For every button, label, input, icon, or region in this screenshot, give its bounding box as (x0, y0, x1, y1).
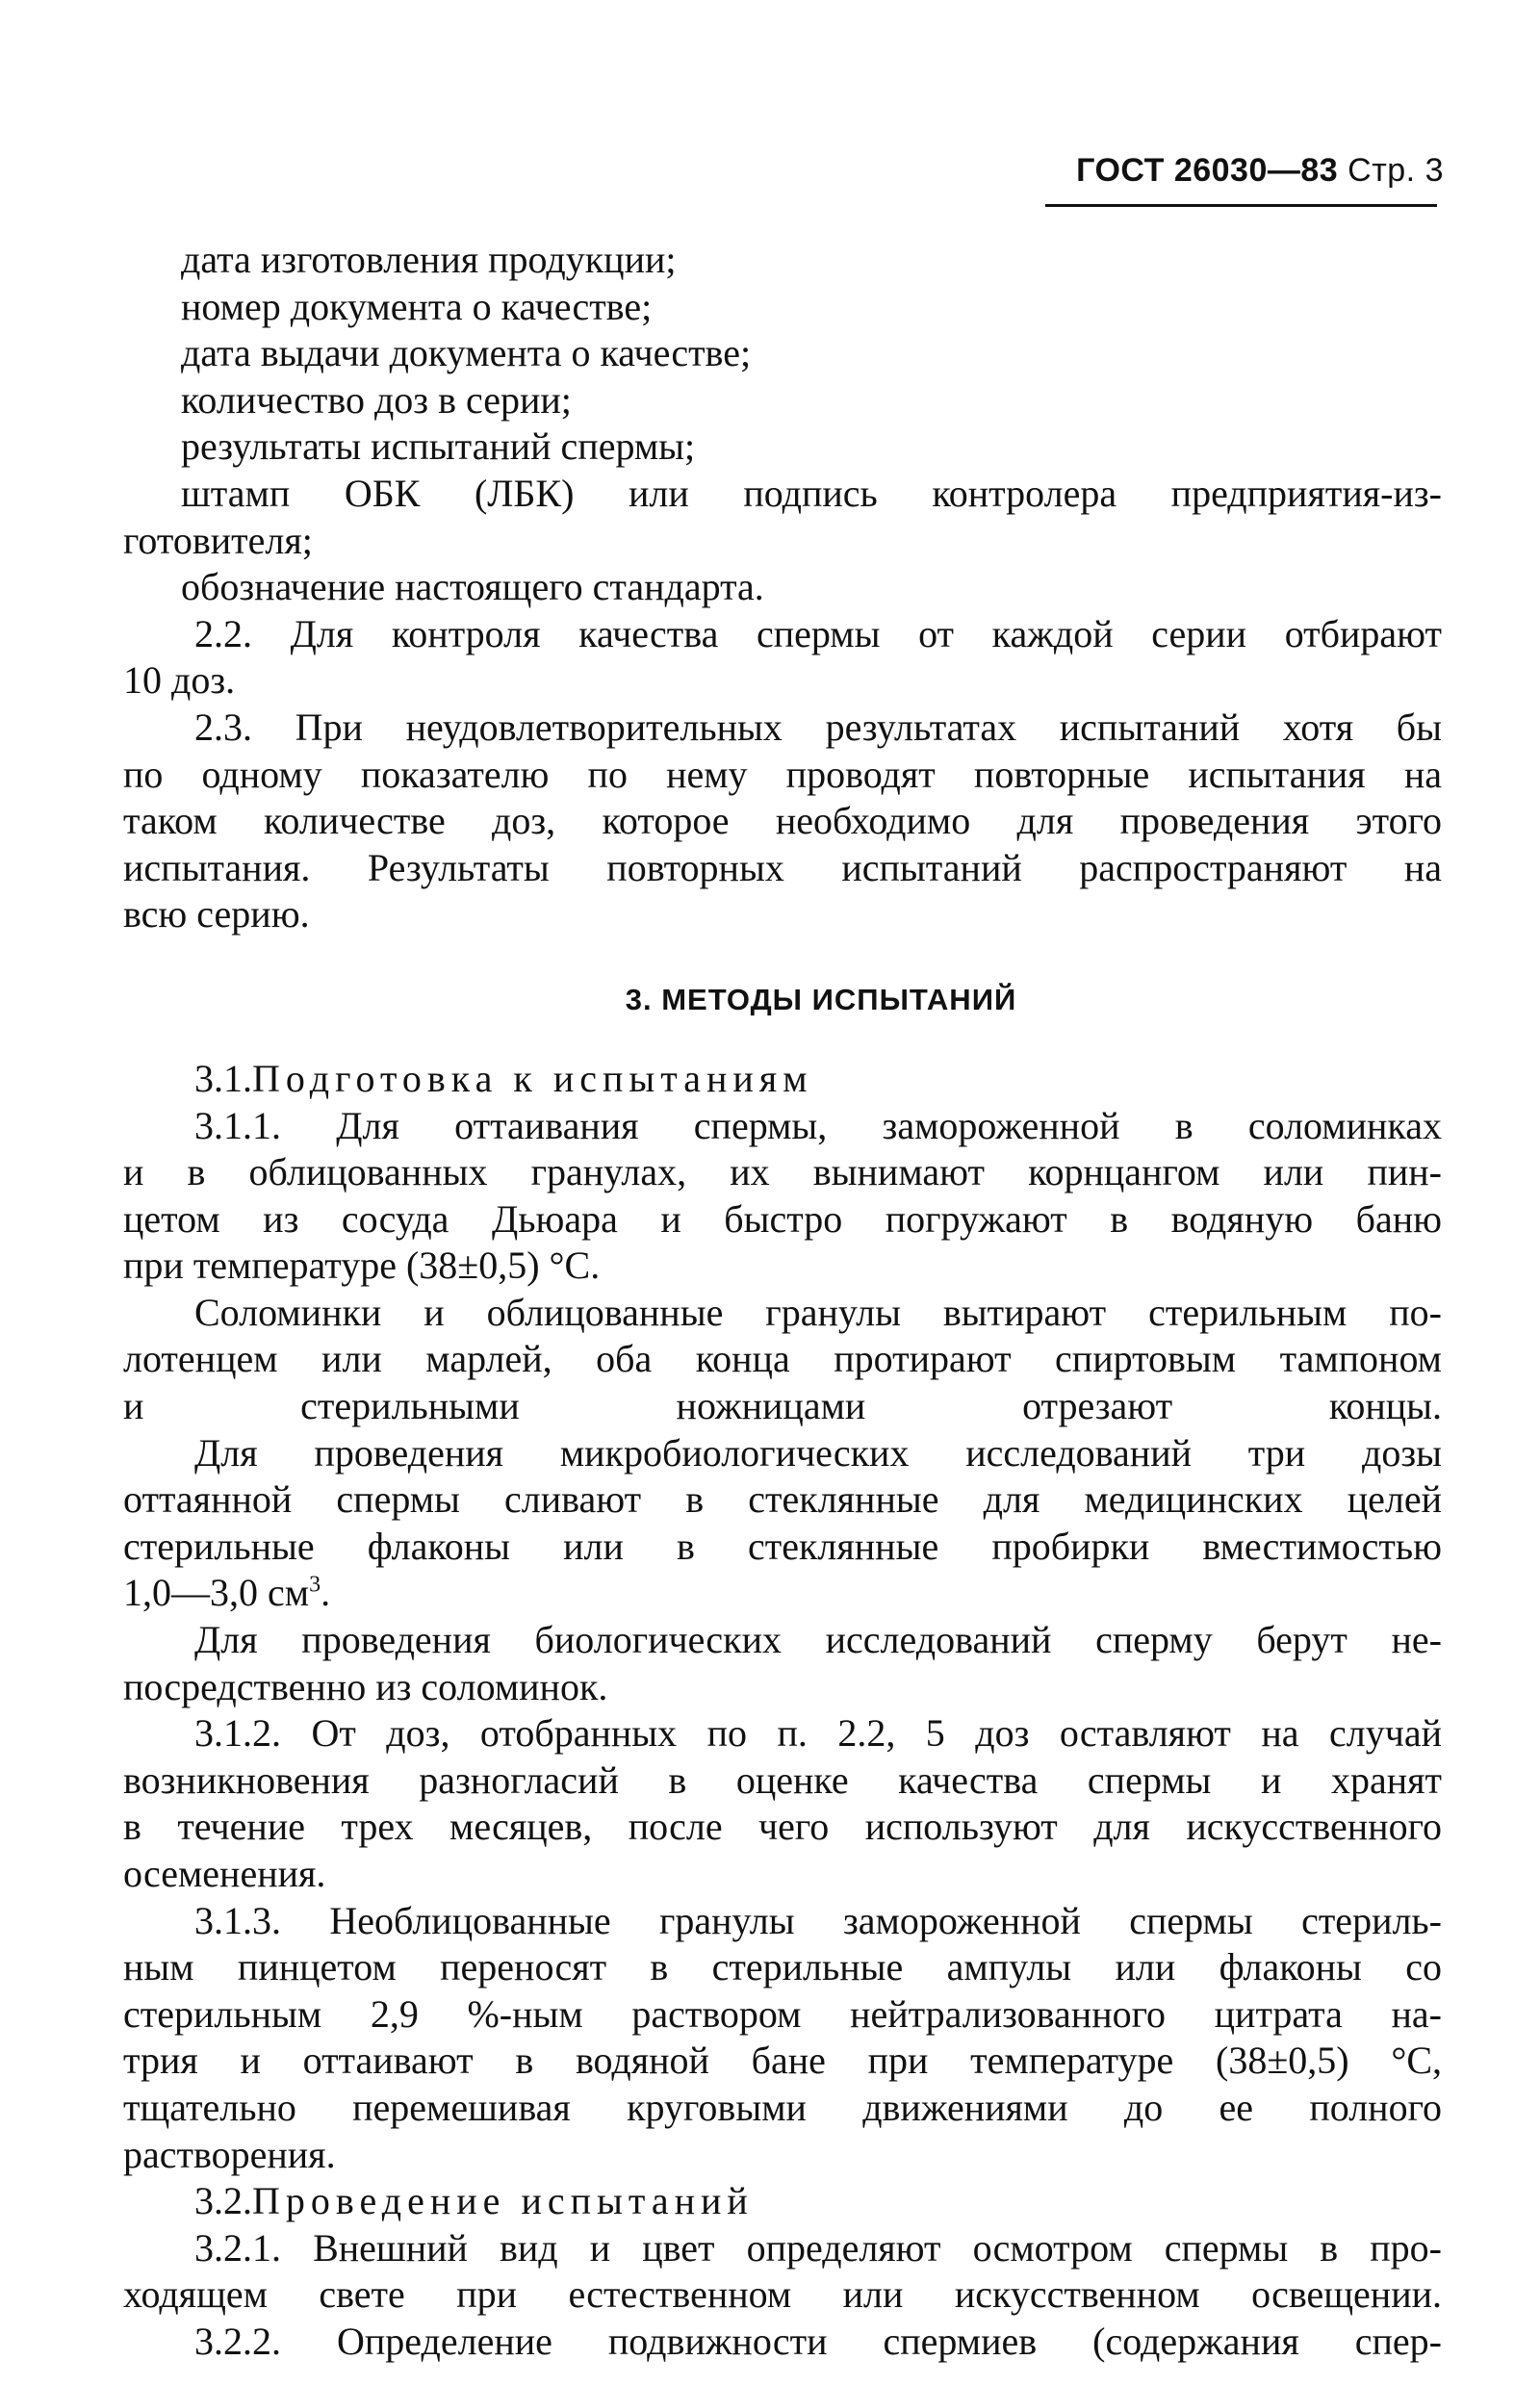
text-line: 3.1.2. От доз, отобранных по п. 2.2, 5 доз оставляют на случай (194, 1711, 1442, 1756)
text-line: и в облицованных гранулах, их вынимают корнцангом или пин- (123, 1150, 1442, 1194)
text-line: штамп ОБК (ЛБК) или подпись контролера предприятия-из- (181, 471, 1442, 515)
text-line: ным пинцетом переносят в стерильные ампулы или флаконы со (123, 1945, 1442, 1989)
subsection-title: Подготовка к испытаниям (252, 1056, 813, 1100)
text-line: растворения. (123, 2132, 336, 2176)
text-line: испытания. Результаты повторных испытаний распространяют на (123, 845, 1442, 889)
text-line: по одному показателю по нему проводят повторные испытания на (123, 752, 1442, 796)
text-line: дата изготовления продукции; (181, 238, 677, 281)
text-line: обозначение настоящего стандарта. (181, 565, 764, 609)
text-line: дата выдачи документа о качестве; (181, 331, 752, 375)
text-line: 3.2.1. Внешний вид и цвет определяют осмотром спермы в про- (194, 2225, 1442, 2270)
text-line: цетом из сосуда Дьюара и быстро погружают в водяную баню (123, 1196, 1442, 1241)
text-line: оттаянной спермы сливают в стеклянные для медицинских целей (123, 1477, 1442, 1522)
text-line: номер документа о качестве; (181, 284, 653, 328)
text-line: Соломинки и облицованные гранулы вытирают стерильным по- (194, 1290, 1442, 1334)
text-line: Для проведения микробиологических исследований три дозы (194, 1430, 1442, 1475)
text-line: лотенцем или марлей, оба конца протирают спиртовым тампоном (123, 1337, 1442, 1381)
text-line: 3.1.1. Для оттаивания спермы, замороженной в соломинках (194, 1103, 1442, 1147)
text-line: и стерильными ножницами отрезают концы. (123, 1384, 1442, 1428)
volume-end: . (321, 1571, 331, 1615)
text-line: Для проведения биологических исследований сперму берут не- (194, 1618, 1442, 1662)
text-line: таком количестве доз, которое необходимо для проведения этого (123, 799, 1442, 843)
volume-exponent: 3 (309, 1573, 321, 1599)
spacer (123, 938, 1442, 977)
text-line: посредственно из соломинок. (123, 1664, 608, 1708)
page-number: 3 (1424, 152, 1444, 189)
subsection-number: 3.2. (194, 2179, 252, 2223)
text-line: тщательно перемешивая круговыми движениями до ее полного (123, 2085, 1442, 2129)
text-line: стерильные флаконы или в стеклянные пробирки вместимостью (123, 1524, 1442, 1568)
subsection-heading (123, 1056, 1442, 1103)
subsection-heading (123, 2178, 1442, 2225)
header-rule (1045, 204, 1437, 207)
subsection-number: 3.1. (194, 1056, 252, 1100)
page-label: Стр. (1348, 152, 1416, 189)
text-line: трия и оттаивают в водяной бане при температуре (38±0,5) °С, (123, 2039, 1442, 2083)
subsection-title: Проведение испытаний (252, 2179, 754, 2223)
text-line: стерильным 2,9 %-ным раствором нейтрализованного цитрата на- (123, 1991, 1442, 2036)
text-line: ходящем свете при естественном или искусственном освещении. (123, 2272, 1442, 2317)
text-line: 2.2. Для контроля качества спермы от каждой серии отбирают (194, 611, 1442, 655)
text-line: всю серию. (123, 892, 310, 936)
body-text (123, 237, 1442, 2366)
section-heading: 3. МЕТОДЫ ИСПЫТАНИЙ (625, 982, 1017, 1016)
page-header (1001, 152, 1444, 190)
text-line: при температуре (38±0,5) °С. (123, 1244, 601, 1288)
text-line: количество доз в серии; (181, 377, 572, 422)
volume-value: 1,0—3,0 см (123, 1571, 310, 1615)
volume-line (123, 1570, 1442, 1617)
text-line: результаты испытаний спермы; (181, 424, 696, 469)
text-line: 10 доз. (123, 658, 236, 703)
text-line: осеменения. (123, 1852, 326, 1895)
text-line: 3.1.3. Необлицованные гранулы замороженной спермы стериль- (194, 1898, 1442, 1942)
text-line: готовителя; (123, 518, 313, 562)
text-line: возникновения разногласий в оценке качества спермы и хранят (123, 1757, 1442, 1802)
gost-number: ГОСТ 26030—83 (1076, 152, 1339, 189)
text-line: в течение трех месяцев, после чего используют для искусственного (123, 1805, 1442, 1849)
text-line: 2.3. При неудовлетворительных результатах испытаний хотя бы (194, 705, 1442, 749)
spacer (123, 1023, 1442, 1056)
text-line: 3.2.2. Определение подвижности спермиев (содержания спер- (194, 2319, 1442, 2363)
